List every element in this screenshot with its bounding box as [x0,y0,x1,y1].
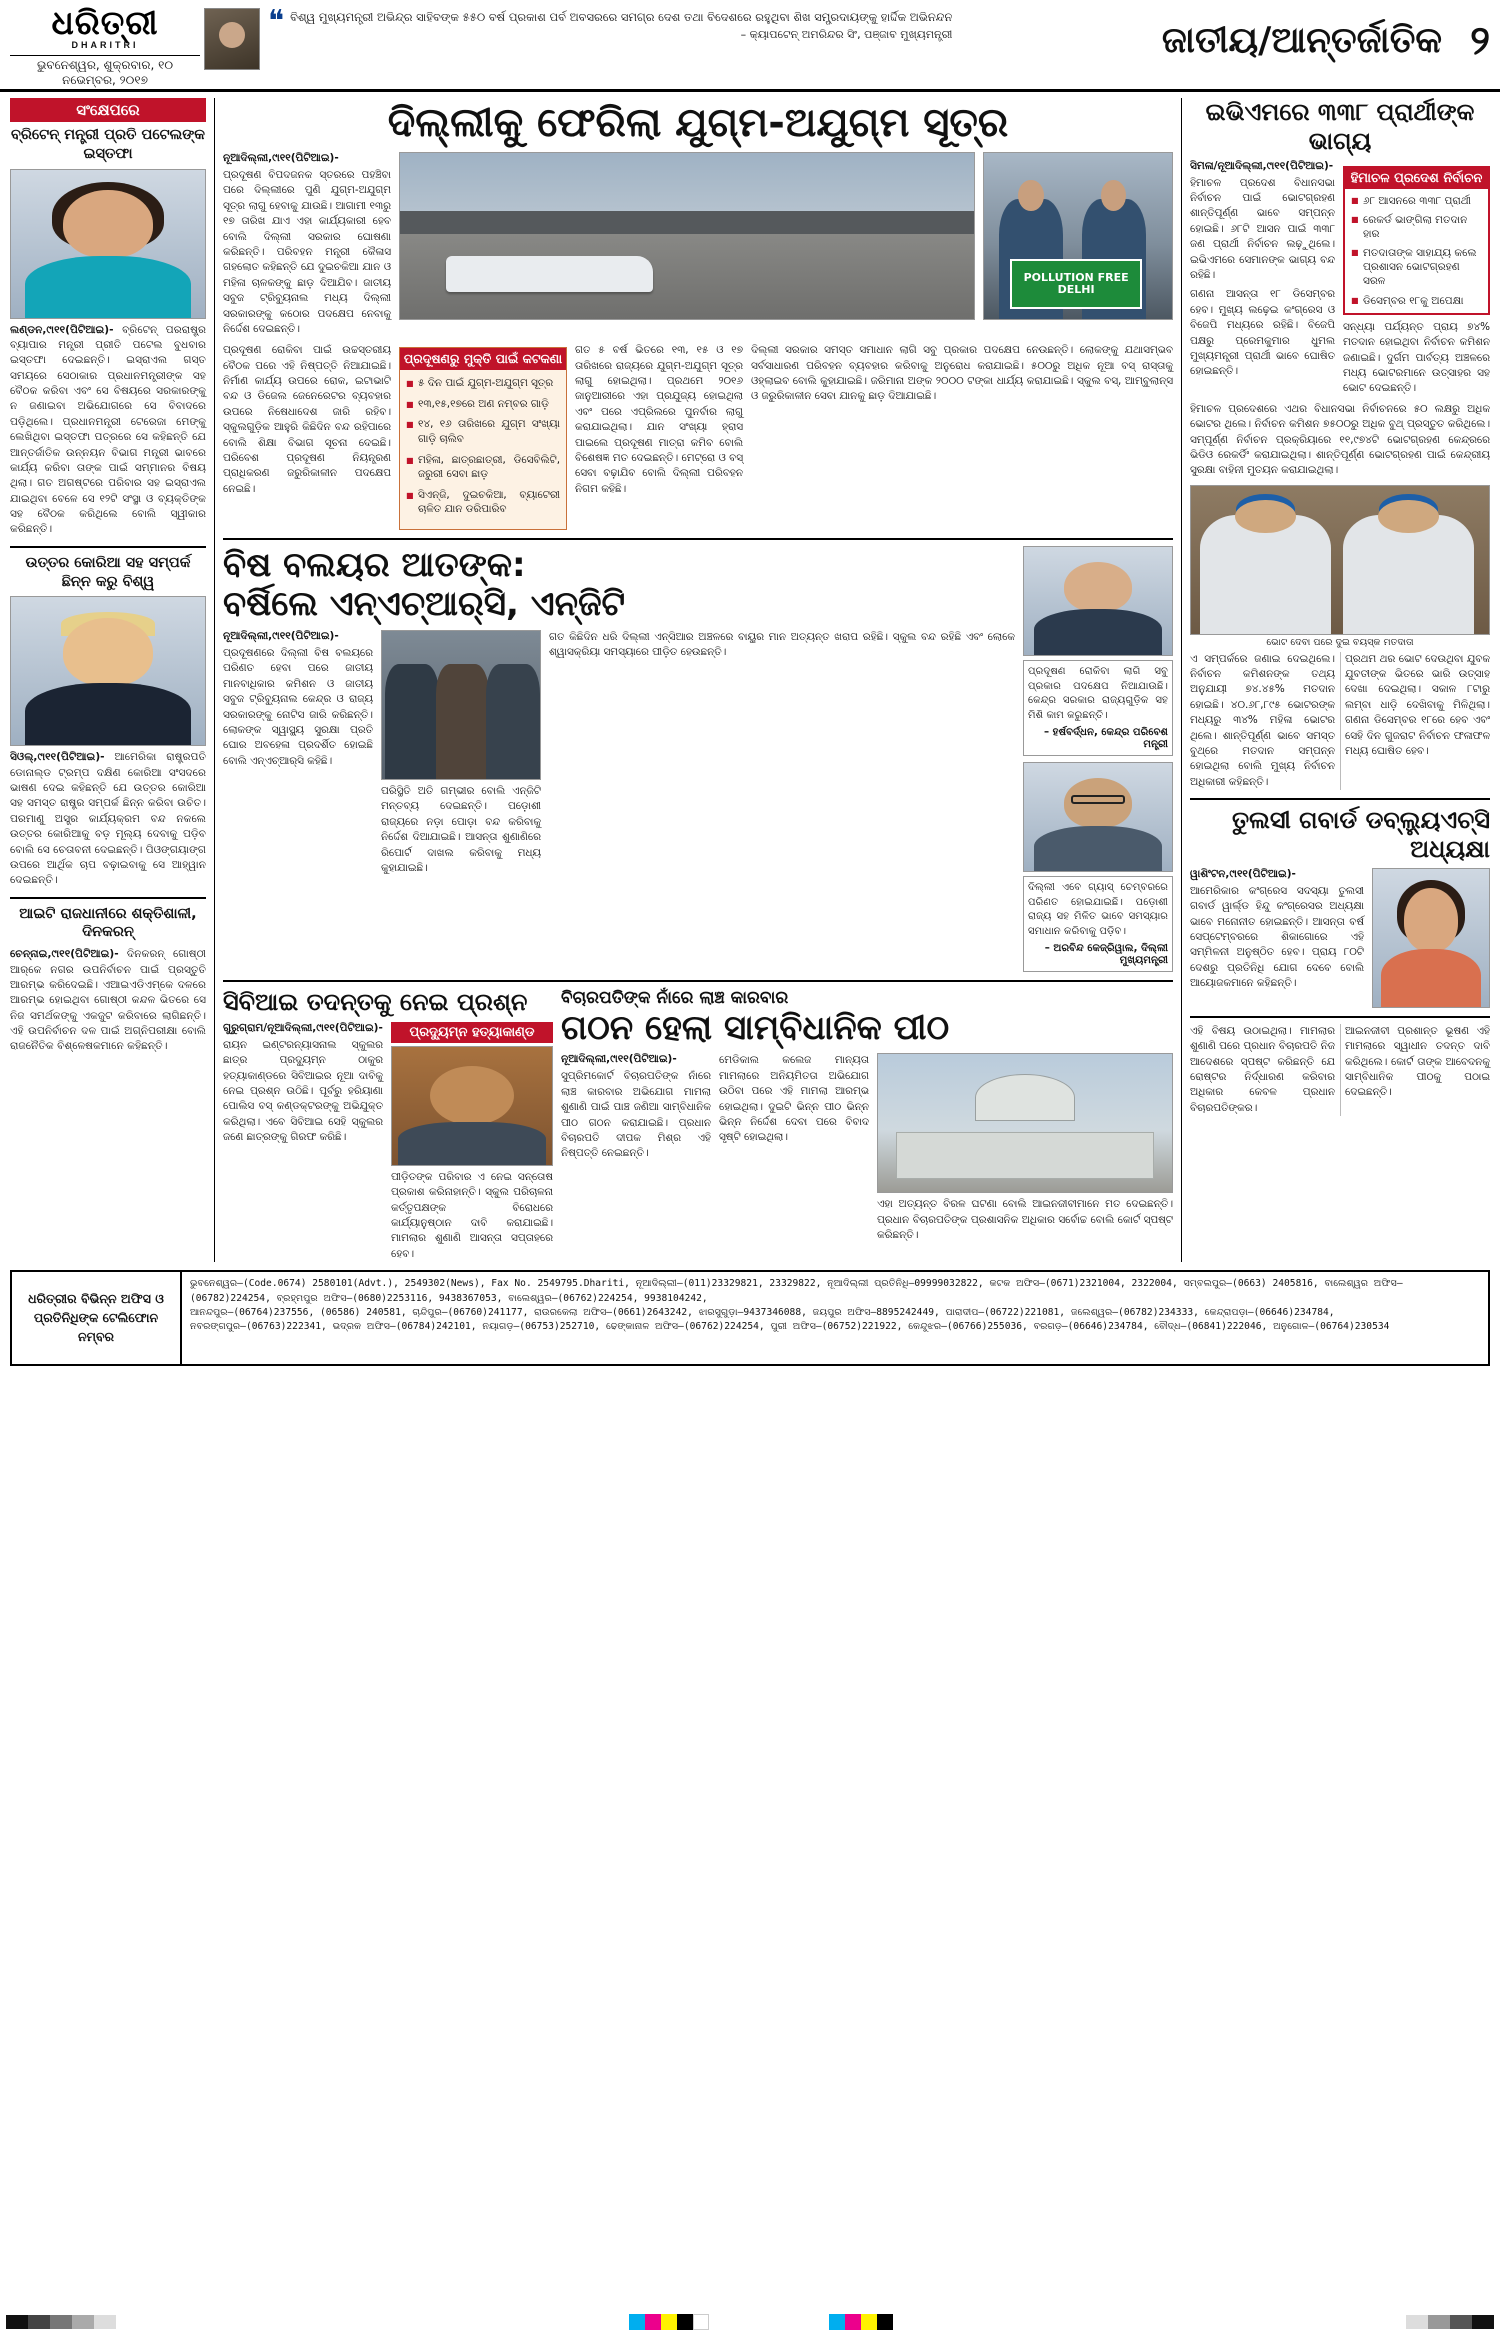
quote-attrib: – ଅରବିନ୍ଦ କେଜ୍ରିୱାଲ, ଦିଲ୍ଲୀ ମୁଖ୍ୟମନ୍ତ୍ରୀ [1044,943,1168,967]
footer-line: ଆନନ୍ଦପୁର–(06764)237556, (06586) 240581, ଚାନ୍ଦିପୁର–(06760)241177, ରାଉରକେଲା ଅଫିସ–(0661)2643242, ଝାରସୁଗୁଡ଼ା–9437346088, ଜୟପୁର ଅଫିସ–8895242449, ପାରାଦୀପ–(06722)221081, ଜଲେଶ୍ୱର–(06782)234333, କେନ୍ଦ୍ରାପଡ଼ା–(06646)234784, [190,1306,1335,1318]
ngt-headline-line1: ବିଷ ବଲୟର ଆତଙ୍କ: [223,544,526,585]
list-item: ■ ୧୩,୧୫,୧୭ରେ ଅଣ ନମ୍ବର ଗାଡ଼ି [406,397,560,412]
kejriwal-photo [1023,762,1173,872]
cbi-col2-wrap [391,1022,553,1262]
story-korea-headline: ଉତ୍ତର କୋରିଆ ସହ ସମ୍ପର୍କ ଛିନ୍ନ କରୁ ବିଶ୍ୱ [25,554,191,590]
footer-line: ଭୁବନେଶ୍ୱର–(Code.0674) 2580101(Advt.), 2549302(News), Fax No. 2549795.Dhariti, ନୂଆଦିଲ୍ଲୀ–(011)23329821, 23329822, ନୂଆଦିଲ୍ଲୀ ପ୍ରତିନିଧି–09999032822, କଟକ ଅଫିସ–(0671)2321004, 2322004, ସମ୍ବଲପୁର–(0663) 2405816, ବାଲେଶ୍ୱର ଅଫିସ–(06782)224254, ବ୍ରହ୍ମପୁର ଅଫିସ–(0680)2253116, 9438367053, ବାଲେଶ୍ୱର–(06762)224254, 9938104242, [190,1278,1403,1304]
grey-swatch [50,2315,72,2329]
print-registration-bar [0,2309,1500,2335]
cbi-dateline: ଗୁରୁଗ୍ରାମ/ନୂଆଦିଲ୍ଲୀ,୯ା୧୧(ପିଟିଆଇ)- [223,1021,383,1034]
yellow-swatch [861,2314,877,2330]
pradyuman-badge: ପ୍ରଦ୍ୟୁମ୍ନ ହତ୍ୟାକାଣ୍ଡ [391,1022,553,1043]
evm-text-wrap [1190,160,1335,397]
grey-swatch [1428,2315,1450,2329]
divider [10,546,206,548]
left-column [10,98,206,1262]
main-story-col3: ଗତ ୫ ବର୍ଷ ଭିତରେ ୧୩, ୧୫ ଓ ୧୭ ତାରିଖରେ ରାଜ୍ୟରେ ଯୁଗ୍ମ-ଅଯୁଗ୍ମ ସୂତ୍ର ଲାଗୁ ହୋଇଥିଲା। ପ୍ରଥମେ ୨୦୧୬ ଜାନୁଆରୀରେ ଏହା ପ୍ରଯୁଜ୍ୟ ହୋଇଥିଲା ଏବଂ ପରେ ଏପ୍ରିଲରେ ପୁନର୍ବାର ଲାଗୁ କରାଯାଇଥିଲା। ଯାନ ସଂଖ୍ୟା ହ୍ରାସ ପାଇଲେ ପ୍ରଦୂଷଣ ମାତ୍ରା କମିବ ବୋଲି ବିଶେଷଜ୍ଞ ମତ ଦେଇଛନ୍ତି। ମେଟ୍ରୋ ଓ ବସ୍‌ ସେବା ବଢ଼ାଯିବ ବୋଲି ଦିଲ୍ଲୀ ପରିବହନ ନିଗମ କହିଛି। [575,344,743,495]
magenta-swatch [645,2314,661,2330]
photo-head-shape [63,190,152,258]
himachal-after-col1: ଏ ସମ୍ପର୍କରେ ଜଣାଇ ଦେଇଥିଲେ। ନିର୍ବାଚନ କମିଶନଙ୍କ ତଥ୍ୟ ଅନୁଯାୟୀ ୭୪.୪୫% ମତଦାନ ହୋଇଛି। ୪୦.୬୮,୮୯୫ ଭୋଟରଙ୍କ ମଧ୍ୟରୁ ୩୪% ମହିଳା ଭୋଟର ଥିଲେ। ଶାନ୍ତିପୂର୍ଣ୍ଣ ଭାବେ ସମସ୍ତ ବୁଥ୍‌ରେ ମତଦାନ ସମ୍ପନ୍ନ ହୋଇଥିଲା ବୋଲି ମୁଖ୍ୟ ନିର୍ବାଚନ ଅଧିକାରୀ କହିଛନ୍ତି। [1190,652,1335,788]
grey-swatch [1406,2315,1428,2329]
tulsi-gabbard-photo [1372,868,1490,1008]
photo-person-shape [385,664,439,779]
story-dinakaran-dateline: ଚେନ୍ନାଇ,୯ା୧୧(ପିଟିଆଇ)- [10,948,119,961]
ngt-quotes-col [1023,546,1173,972]
ngt-left [223,546,1015,972]
list-item: ■ ରେକର୍ଡ ଭାଙ୍ଗିଲା ମତଦାନ ହାର [1351,213,1482,241]
cbi-col1-wrap [223,1022,383,1262]
divider [223,980,1173,982]
grey-scale-swatches [6,2315,116,2329]
cbi-col1: ରାୟନ ଇଣ୍ଟରନ୍ୟାସନାଲ ସ୍କୁଲର ଛାତ୍ର ପ୍ରଦ୍ୟୁମ୍ନ ଠାକୁର ହତ୍ୟାକାଣ୍ଡରେ ସିବିଆଇର ନୂଆ ଦାବିକୁ ନେଇ ପ୍ରଶ୍ନ ଉଠିଛି। ପୂର୍ବରୁ ହରିୟାଣା ପୋଲିସ ବସ୍‌ କଣ୍ଡକ୍ଟରଙ୍କୁ ଅଭିଯୁକ୍ତ କରିଥିଲା। ଏବେ ସିବିଆଇ ସେହି ସ୍କୁଲର ଜଣେ ଛାତ୍ରଙ୍କୁ ଗିରଫ କରିଛି। [223,1038,383,1144]
traffic-police-photo [983,152,1173,320]
main-story-cops-photo-wrap [983,152,1173,337]
tulsi-text-wrap [1190,868,1364,1008]
himachal-election-box [1343,166,1490,315]
ngt-col1: ପ୍ରଦୂଷଣରେ ଦିଲ୍ଲୀ ବିଷ ବଲୟରେ ପରିଣତ ହେବା ପରେ ଜାତୀୟ ମାନବାଧିକାର କମିଶନ ଓ ଜାତୀୟ ସବୁଜ ଟ୍ରିବ୍ୟୁନାଲ କେନ୍ଦ୍ର ଓ ରାଜ୍ୟ ସରକାରଙ୍କୁ ନୋଟିସ ଜାରି କରିଛନ୍ତି। ଲୋକଙ୍କ ସ୍ୱାସ୍ଥ୍ୟ ସୁରକ୍ଷା ପ୍ରତି ଘୋର ଅବହେଳା ପ୍ରଦର୍ଶିତ ହୋଇଛି ବୋଲି ଏନ୍‌ଏଚ୍‌ଆର୍‌ସି କହିଛି। [223,646,373,767]
pradyuman-photo [391,1046,553,1166]
masked-people-photo [381,630,541,780]
himachal-election-list [1345,194,1488,308]
quote-attrib: – ହର୍ଷବର୍ଦ୍ଧନ, କେନ୍ଦ୍ର ପରିବେଶ ମନ୍ତ୍ରୀ [1044,726,1168,750]
photo-person-shape [1200,515,1331,633]
section-title: ଜାତୀୟ/ଆନ୍ତର୍ଜାତିକ [1161,20,1442,61]
photo-head-shape [1064,562,1132,612]
story-korea-dateline: ସିଓଲ୍‌,୯ା୧୧(ପିଟିଆଇ)- [10,751,105,764]
tulsi-text: ଆମେରିକାର କଂଗ୍ରେସ ସଦସ୍ୟା ତୁଲସୀ ଗବାର୍ଡ ୱାର୍ଲ୍ଡ ହିନ୍ଦୁ କଂଗ୍ରେସର ଅଧ୍ୟକ୍ଷା ଭାବେ ମନୋନୀତ ହୋଇଛନ୍ତି। ଆସନ୍ତା ବର୍ଷ ସେପ୍ଟେମ୍ବରରେ ଶିକାଗୋରେ ଏହି ସମ୍ମିଳନୀ ଅନୁଷ୍ଠିତ ହେବ। ପ୍ରାୟ ୮୦ଟି ଦେଶରୁ ପ୍ରତିନିଧି ଯୋଗ ଦେବେ ବୋଲି ଆୟୋଜକମାନେ କହିଛନ୍ତି। [1190,884,1364,990]
tulsi-photo-wrap [1372,868,1490,1008]
harshvardhan-quote [1023,660,1173,756]
story-korea-body [10,750,206,888]
himachal-election-title: ହିମାଚଳ ପ୍ରଦେଶ ନିର୍ବାଚନ [1345,168,1488,189]
list-item: ■ ୫ ଦିନ ପାଇଁ ଯୁଗ୍ମ-ଅଯୁଗ୍ମ ସୂତ୍ର [406,376,560,391]
himachal-after-photo-cols [1190,652,1490,791]
ngt-body-row [223,630,1015,876]
kejriwal-quote [1023,876,1173,972]
ngt-dateline: ନୂଆଦିଲ୍ଲୀ,୯ା୧୧(ପିଟିଆଇ)- [223,629,339,642]
masthead-quote-block [268,4,1088,87]
quote-text: ପ୍ରଦୂଷଣ ରୋକିବା ଲାଗି ସବୁ ପ୍ରକାର ପଦକ୍ଷେପ ନିଆଯାଉଛି। କେନ୍ଦ୍ର ସରକାର ରାଜ୍ୟଗୁଡ଼ିକ ସହ ମିଶି କାମ କରୁଛନ୍ତି। [1028,665,1168,722]
himachal-mid-text: ହିମାଚଳ ପ୍ରଦେଶରେ ଏଥର ବିଧାନସଭା ନିର୍ବାଚନରେ ୫୦ ଲକ୍ଷରୁ ଅଧିକ ଭୋଟର ଥିଲେ। ନିର୍ବାଚନ କମିଶନ ୭୫୦୦ରୁ ଅଧିକ ବୁଥ୍‌ ପ୍ରସ୍ତୁତ କରିଥିଲେ। ସମ୍ପୂର୍ଣ୍ଣ ନିର୍ବାଚନ ପ୍ରକ୍ରିୟାରେ ୧୧,୯୭୪ଟି ଭୋଟଗ୍ରହଣ କେନ୍ଦ୍ରରେ ଭିଡିଓ ରେକର୍ଡିଂ କରାଯାଇଥିଲା। ଶାନ୍ତିପୂର୍ଣ୍ଣ ଭୋଟଗ୍ରହଣ ପାଇଁ କେନ୍ଦ୍ରୀୟ ସୁରକ୍ଷା ବାହିନୀ ମୁତୟନ କରାଯାଇଥିଲା। [1190,402,1490,477]
main-story-col4-wrap [751,343,1173,530]
tulsi-headline: ତୁଲସୀ ଗବାର୍ଡ ଡବ୍ଲ୍ୟୁଏଚ୍‌ସି ଅଧ୍ୟକ୍ଷା [1231,806,1490,864]
story-dinakaran-text: ଦିନକରନ୍‌ ଗୋଷ୍ଠୀ ଆର୍‌କେ ନଗର ଉପନିର୍ବାଚନ ପାଇଁ ପ୍ରସ୍ତୁତି ଆରମ୍ଭ କରିଦେଇଛି। ଏଆଇଏଡିଏମ୍‌କେ ଦଳରେ ଆରମ୍ଭ ହୋଇଥିବା ଗୋଷ୍ଠୀ କନ୍ଦଳ ଭିତରେ ସେ ନିଜ ସମର୍ଥକଙ୍କୁ ଏକଜୁଟ କରିବାରେ ଲାଗିଛନ୍ତି। ଏହି ଉପନିର୍ବାଚନ ଦଳ ପାଇଁ ଅଗ୍ନିପରୀକ୍ଷା ବୋଲି ରାଜନୈତିକ ବିଶ୍ଳେଷକମାନେ କହିଛନ୍ତି। [10,948,206,1053]
pollution-free-delhi-sign: POLLUTION FREE DELHI [1010,259,1142,309]
masthead [0,0,1500,92]
cbi-story [223,988,553,1262]
evm-body-row [1190,160,1490,397]
logo-latin-text: DHARITRI [71,39,139,50]
photo-body-shape [1034,826,1161,871]
grey-swatch [94,2315,116,2329]
himachal-after-col2: ପ୍ରଥମ ଥର ଭୋଟ ଦେଉଥିବା ଯୁବକ ଯୁବତୀଙ୍କ ଭିତରେ ଭାରି ଉତ୍ସାହ ଦେଖା ଦେଇଥିଲା। ସକାଳ ୮ଟାରୁ ଲମ୍ବା ଧାଡ଼ି ଦେଖିବାକୁ ମିଳିଥିଲା। ଗଣନା ଡିସେମ୍ବର ୧୮ରେ ହେବ ଏବଂ ସେହି ଦିନ ଗୁଜରାଟ ନିର୍ବାଚନ ଫଳାଫଳ ମଧ୍ୟ ଘୋଷିତ ହେବ। [1345,652,1490,758]
magenta-swatch [845,2314,861,2330]
logo-odia-text: ଧରିତ୍ରୀ [51,3,159,42]
photo-dome-shape [975,1074,1075,1121]
masthead-quote-attrib: – କ୍ୟାପଟେନ୍‌ ଅମରିନ୍ଦର ସିଂ, ପଞ୍ଜାବ ମୁଖ୍ୟମନ୍ତ୍ରୀ [740,27,953,41]
grey-swatch [1472,2315,1494,2329]
cmyk-swatches [629,2314,893,2330]
story-dinakaran-body [10,947,206,1055]
list-item: ■ ୧୪, ୧୬ ତାରିଖରେ ଯୁଗ୍ମ ସଂଖ୍ୟା ଗାଡ଼ି ଚାଲିବ [406,417,560,446]
footer-label: ଧରିତ୍ରୀର ବିଭିନ୍ନ ଅଫିସ ଓ ପ୍ରତିନିଧିଙ୍କ ଟେଲିଫୋନ ନମ୍ବର [12,1272,182,1364]
evm-box-wrap [1343,160,1490,397]
main-story-bottom-row [223,343,1173,530]
list-item: ■ ସିଏନ୍‌ଜି, ଦୁଇଚକିଆ, ବ୍ୟାଟେରୀ ଚାଳିତ ଯାନ ଡରିପାରିବ [406,488,560,517]
middle-column [214,98,1182,1262]
ngt-col1-wrap [223,630,373,876]
sidebar-badge: ସଂକ୍ଷେପରେ [10,98,206,122]
photo-head-shape [63,618,152,686]
tulsi-body-row [1190,868,1490,1008]
photo-body-shape [1034,609,1161,654]
supreme-kicker: ବିଚାରପତିଙ୍କ ନାଁରେ ଲାଞ୍ଚ କାରବାର [561,988,789,1009]
footer-contact-box [10,1270,1490,1366]
story-britain-headline: ବ୍ରିଟେନ୍‌ ମନ୍ତ୍ରୀ ପ୍ରତି ପଟେଲଙ୍କ ଇସ୍ତଫା [11,127,205,162]
divider [10,897,206,899]
photo-body-shape [398,1122,545,1164]
ngt-photo-wrap [381,630,541,876]
story-britain-body [10,323,206,538]
list-item: ■ ମତଦାତାଙ୍କ ସାହାଯ୍ୟ କଲେ ପ୍ରଶାସନ ଭୋଟଗ୍ରହଣ ସରଳ [1351,246,1482,289]
delhi-road-photo [399,152,975,320]
ngt-headline-line2: ବର୍ଷିଲେ ଏନ୍‌ଏଚ୍‌ଆର୍‌ସି, ଏନ୍‌ଜିଟି [223,583,626,624]
cbi-body-row [223,1022,553,1262]
footer-line: ନବରଙ୍ଗପୁର–(06763)222341, ଭଦ୍ରକ ଅଫିସ–(06784)242101, ନୟାଗଡ଼–(06753)252710, ଢେଙ୍କାନାଳ ଅଫିସ–(06762)224254, ପୁରୀ ଅଫିସ–(06752)221922, କେନ୍ଦୁଝର–(06766)255036, ବରଗଡ଼–(06646)234784, ବୌଦ୍ଧ–(06841)222046, ଅନୁଗୋଳ–(06764)230534 [190,1321,1390,1333]
story-britain-text: ବ୍ରିଟେନ୍‌ ପରରାଷ୍ଟ୍ର ବ୍ୟାପାର ମନ୍ତ୍ରୀ ପ୍ରୀତି ପଟେଲ ବୁଧବାର ଇସ୍ତଫା ଦେଇଛନ୍ତି। ଇସ୍ରାଏଲ ଗସ୍ତ ସମୟରେ ସେଠାକାର ପ୍ରଧାନମନ୍ତ୍ରୀଙ୍କ ସହ ବୈଠକ କରିବା ଏବଂ ସେ ବିଷୟରେ ସରକାରଙ୍କୁ ନ ଜଣାଇବା ଅଭିଯୋଗରେ ସେ ବିବାଦରେ ପଡ଼ିଥିଲେ। ପ୍ରଧାନମନ୍ତ୍ରୀ ଟେରେଜା ମେଙ୍କୁ ଲେଖିଥିବା ଇସ୍ତଫା ପତ୍ରରେ ସେ କହିଛନ୍ତି ଯେ ଆନ୍ତର୍ଜାତିକ ଉନ୍ନୟନ ବିଭାଗ ମନ୍ତ୍ରୀ ଭାବରେ କାର୍ଯ୍ୟ କରିବା ତାଙ୍କ ପାଇଁ ସମ୍ମାନର ବିଷୟ ଥିଲା। ଗତ ଅଗଷ୍ଟରେ ପରିବାର ସହ ଇସ୍ରାଏଲ ଯାଇଥିବା ବେଳେ ସେ ୧୨ଟି ସଂସ୍ଥା ଓ ବ୍ୟକ୍ତିଙ୍କ ସହ ବୈଠକ କରିଥିଲେ ବୋଲି ସ୍ୱୀକାର କରିଛନ୍ତି। [10,323,206,536]
page-content [0,92,1500,1262]
evm-dateline: ସିମଳା/ନୂଆଦିଲ୍ଲୀ,୯ା୧୧(ପିଟିଆଇ)- [1190,159,1334,172]
masthead-portrait-photo [204,8,260,70]
supreme-dateline: ନୂଆଦିଲ୍ଲୀ,୯ା୧୧(ପିଟିଆଇ)- [561,1053,677,1066]
main-story-keybox-wrap [399,343,567,530]
masthead-date: ଭୁବନେଶ୍ୱର, ଶୁକ୍ରବାର, ୧୦ ନଭେମ୍ବର, ୨୦୧୭ [10,55,200,88]
main-story-photo-wrap [399,152,975,337]
main-story-col2-wrap [223,343,391,530]
cyan-swatch [829,2314,845,2330]
photo-glasses-shape [1071,795,1124,804]
footer-phone-numbers [182,1272,1488,1364]
main-story-top-row [223,152,1173,337]
pollution-measures-list [400,376,566,517]
main-story-col2: ପ୍ରଦୂଷଣ ରୋକିବା ପାଇଁ ଉଚ୍ଚସ୍ତରୀୟ ବୈଠକ ପରେ ଏହି ନିଷ୍ପତ୍ତି ନିଆଯାଇଛି। ନିର୍ମାଣ କାର୍ଯ୍ୟ ଉପରେ ରୋକ, ଇଟାଭାଟି ବନ୍ଦ ଓ ଡିଜେଲ ଜେନେରେଟର ବ୍ୟବହାର ଉପରେ ନିଷେଧାଦେଶ ଜାରି ରହିବ। ସ୍କୁଲଗୁଡ଼ିକ ଆହୁରି କିଛିଦିନ ବନ୍ଦ ରହିପାରେ ବୋଲି ଶିକ୍ଷା ବିଭାଗ ସୂଚନା ଦେଇଛି। ପରିବେଶ ପ୍ରଦୂଷଣ ନିୟନ୍ତ୍ରଣ ପ୍ରାଧିକରଣ ଜରୁରିକାଳୀନ ପଦକ୍ଷେପ ନେଇଛି। [223,344,391,495]
supreme-col1-wrap [561,1053,711,1243]
main-story-col3-wrap [575,343,743,530]
grey-swatch [1450,2315,1472,2329]
story-dinakaran-headline: ଆଇଟି ରାଜଧାନୀରେ ଶକ୍ତିଶାଳୀ, ଦିନକରନ୍‌ [19,905,197,941]
ngt-col3-wrap [549,630,1015,876]
ngt-col2: ପରିସ୍ଥିତି ଅତି ଗମ୍ଭୀର ବୋଲି ଏନ୍‌ଜିଟି ମନ୍ତବ୍ୟ ଦେଇଛନ୍ତି। ପଡ଼ୋଶୀ ରାଜ୍ୟରେ ନଡ଼ା ପୋଡ଼ା ବନ୍ଦ କରିବାକୁ ନିର୍ଦ୍ଦେଶ ଦିଆଯାଇଛି। ଆସନ୍ତା ଶୁଣାଣିରେ ରିପୋର୍ଟ ଦାଖଲ କରିବାକୁ ମଧ୍ୟ କୁହାଯାଇଛି। [381,784,541,874]
photo-head-shape [1404,888,1457,951]
supreme-right-cols [1190,1024,1490,1116]
quote-text: ଦିଲ୍ଲୀ ଏବେ ଗ୍ୟାସ୍‌ ଚେମ୍ବରରେ ପରିଣତ ହୋଇଯାଇଛି। ପଡ଼ୋଶୀ ରାଜ୍ୟ ସହ ମିଳିତ ଭାବେ ସମସ୍ୟାର ସମାଧାନ କରିବାକୁ ପଡ଼ିବ। [1028,881,1168,938]
priti-patel-photo [10,169,206,319]
evm-col1: ହିମାଚଳ ପ୍ରଦେଶ ବିଧାନସଭା ନିର୍ବାଚନ ପାଇଁ ଭୋଟଗ୍ରହଣ ଶାନ୍ତିପୂର୍ଣ୍ଣ ଭାବେ ସମ୍ପନ୍ନ ହୋଇଛି। ୬୮ଟି ଆସନ ପାଇଁ ୩୩୮ ଜଣ ପ୍ରାର୍ଥୀ ନିର୍ବାଚନ ଲଢ଼ୁଥିଲେ। ଇଭିଏମରେ ସେମାନଙ୍କ ଭାଗ୍ୟ ବନ୍ଦ ରହିଛି। [1190,176,1335,281]
story-britain-dateline: ଲଣ୍ଡନ,୯ା୧୧(ପିଟିଆଇ)- [10,323,114,336]
pollution-measures-box [399,347,567,530]
supreme-court-photo [877,1053,1173,1193]
story-korea-text: ଆମେରିକା ରାଷ୍ଟ୍ରପତି ଡୋନାଲ୍ଡ ଟ୍ରମ୍ପ ଦକ୍ଷିଣ କୋରିଆ ସଂସଦରେ ଭାଷଣ ଦେଇ କହିଛନ୍ତି ଯେ ଉତ୍ତର କୋରିଆ ସହ ସମସ୍ତ ରାଷ୍ଟ୍ର ସମ୍ପର୍କ ଛିନ୍ନ କରିବା ଉଚିତ। ପରମାଣୁ ଅସ୍ତ୍ର କାର୍ଯ୍ୟକ୍ରମ ବନ୍ଦ ନକଲେ ଉତ୍ତର କୋରିଆକୁ ବଡ଼ ମୂଲ୍ୟ ଦେବାକୁ ପଡ଼ିବ ବୋଲି ସେ ଚେତାବନୀ ଦେଇଛନ୍ତି। ପିଓଙ୍ଗୟାଙ୍ଗ ଉପରେ ଆର୍ଥିକ ଚାପ ବଢ଼ାଇବାକୁ ସେ ଆହ୍ୱାନ ଦେଇଛନ୍ତି। [10,751,206,887]
evm-col3: ସନ୍ଧ୍ୟା ପର୍ଯ୍ୟନ୍ତ ପ୍ରାୟ ୭୪% ମତଦାନ ହୋଇଥିବା ନିର୍ବାଚନ କମିଶନ ଜଣାଇଛି। ଦୁର୍ଗମ ପାର୍ବତ୍ୟ ଅଞ୍ଚଳରେ ମଧ୍ୟ ଭୋଟରମାନେ ଉତ୍ସାହର ସହ ଭୋଟ ଦେଇଛନ୍ତି। [1343,320,1490,395]
photo-person-shape [486,664,540,779]
grey-scale-swatches-right [1406,2315,1494,2329]
white-swatch [693,2314,709,2330]
photo-building-shape [896,1132,1155,1179]
divider [1190,798,1490,800]
cyan-swatch [629,2314,645,2330]
evm-col2: ଗଣନା ଆସନ୍ତା ୧୮ ଡିସେମ୍ବର ହେବ। ମୁଖ୍ୟ ଲଢ଼େଇ କଂଗ୍ରେସ ଓ ବିଜେପି ମଧ୍ୟରେ ରହିଛି। ବିଜେପି ପକ୍ଷରୁ ପ୍ରେମକୁମାର ଧୁମଲ ମୁଖ୍ୟମନ୍ତ୍ରୀ ପ୍ରାର୍ଥୀ ଭାବେ ଘୋଷିତ ହୋଇଛନ୍ତି। [1190,288,1335,378]
grey-swatch [6,2315,28,2329]
supreme-col1: ସୁପ୍ରିମକୋର୍ଟ ବିଚାରପତିଙ୍କ ନାଁରେ ଲାଞ୍ଚ କାରବାର ଅଭିଯୋଗ ମାମଲା ଶୁଣାଣି ପାଇଁ ପାଞ୍ଚ ଜଣିଆ ସାମ୍ବିଧାନିକ ପୀଠ ଗଠନ କରାଯାଇଛି। ପ୍ରଧାନ ବିଚାରପତି ଦୀପକ ମିଶ୍ର ଏହି ନିଷ୍ପତ୍ତି ନେଇଛନ୍ତି। [561,1070,711,1160]
main-story-dateline: ନୂଆଦିଲ୍ଲୀ,୯ା୧୧(ପିଟିଆଇ)- [223,152,339,164]
ngt-story [223,546,1173,972]
evm-headline: ଇଭିଏମରେ ୩୩୮ ପ୍ରାର୍ଥୀଙ୍କ ଭାଗ୍ୟ [1205,98,1475,155]
photo-head-shape [430,1066,513,1125]
cbi-col2: ପୀଡ଼ିତଙ୍କ ପରିବାର ଏ ନେଇ ସନ୍ତୋଷ ପ୍ରକାଶ କରିନାହାନ୍ତି। ସ୍କୁଲ ପରିଚାଳନା କର୍ତ୍ତୃପକ୍ଷଙ୍କ ବିରୋଧରେ କାର୍ଯ୍ୟାନୁଷ୍ଠାନ ଦାବି କରାଯାଇଛି। ମାମଲାର ଶୁଣାଣି ଆସନ୍ତା ସପ୍ତାହରେ ହେବ। [391,1170,553,1260]
main-headline: ଦିଲ୍ଲୀକୁ ଫେରିଲା ଯୁଗ୍ମ-ଅଯୁଗ୍ମ ସୂତ୍ର [387,100,1009,146]
black-swatch [677,2314,693,2330]
photo-body-shape [25,256,192,318]
supreme-col2-wrap [719,1053,869,1243]
harshvardhan-photo [1023,546,1173,656]
masthead-logo [10,4,200,87]
photo-body-shape [1381,949,1481,1007]
photo-person-shape [1343,515,1474,633]
supreme-col2: ମେଡିକାଲ କଲେଜ ମାନ୍ୟତା ମାମଲାରେ ଅନିୟମିତତା ଅଭିଯୋଗ ଉଠିବା ପରେ ଏହି ମାମଲା ଆରମ୍ଭ ହୋଇଥିଲା। ଦୁଇଟି ଭିନ୍ନ ପୀଠ ଭିନ୍ନ ଭିନ୍ନ ନିର୍ଦ୍ଦେଶ ଦେବା ପରେ ବିବାଦ ସୃଷ୍ଟି ହୋଇଥିଲା। [719,1054,869,1144]
supreme-story [561,988,1173,1262]
photo-body-shape [25,683,192,745]
right-column [1190,98,1490,1262]
voters-photo-caption: ଭୋଟ ଦେବା ପରେ ଦୁଇ ବୟସ୍କ ମତଦାତା [1266,636,1414,648]
page-number: ୨ [1470,18,1490,64]
voters-celebrating-photo [1190,485,1490,635]
divider [1190,1016,1490,1018]
lower-stories-row [223,988,1173,1262]
divider [223,538,1173,540]
list-item: ■ ମହିଳା, ଛାତ୍ରଛାତ୍ରୀ, ଡିସେବିଲିଟି, ଜରୁରୀ ସେବା ଛାଡ଼ [406,453,560,482]
quote-mark-icon: ❝ [268,4,285,39]
photo-person-shape [436,664,490,779]
supreme-photo-wrap [877,1053,1173,1243]
list-item: ■ ଡିସେମ୍ବର ୧୮କୁ ଅପେକ୍ଷା [1351,294,1482,308]
masthead-quote-text: ବିଶ୍ୱ ମୁଖ୍ୟମନ୍ତ୍ରୀ ଅଭିନ୍ଦ୍ର ସାହିବଙ୍କ ୫୫୦ ବର୍ଷ ପ୍ରକାଶ ପର୍ବ ଅବସରରେ ସମଗ୍ର ଦେଶ ତଥା ବିଦେଶରେ ରହୁଥିବା ଶିଖ ସମ୍ପ୍ରଦାୟଙ୍କୁ ହାର୍ଦ୍ଦିକ ଅଭିନନ୍ଦନ [290,10,953,24]
supreme-body-row [561,1053,1173,1243]
trump-photo [10,596,206,746]
tulsi-dateline: ୱାଶିଂଟନ,୯ା୧୧(ପିଟିଆଇ)- [1190,867,1296,880]
supreme-right-col2: ଆଇନଜୀବୀ ପ୍ରଶାନ୍ତ ଭୂଷଣ ଏହି ମାମଲାରେ ସ୍ୱାଧୀନ ତଦନ୍ତ ଦାବି କରିଥିଲେ। କୋର୍ଟ ତାଙ୍କ ଆବେଦନକୁ ସାମ୍ବିଧାନିକ ପୀଠକୁ ପଠାଇ ଦେଇଛନ୍ତି। [1345,1024,1490,1099]
black-swatch [877,2314,893,2330]
ngt-col3: ଗତ କିଛିଦିନ ଧରି ଦିଲ୍ଲୀ ଏନ୍‌ସିଆର ଅଞ୍ଚଳରେ ବାୟୁର ମାନ ଅତ୍ୟନ୍ତ ଖରାପ ରହିଛି। ସ୍କୁଲ ବନ୍ଦ ରହିଛି ଏବଂ ଲୋକେ ଶ୍ୱାସକ୍ରିୟା ସମସ୍ୟାରେ ପୀଡ଼ିତ ହେଉଛନ୍ତି। [549,630,1015,659]
cbi-headline: ସିବିଆଇ ତଦନ୍ତକୁ ନେଇ ପ୍ରଶ୍ନ [223,988,528,1017]
pollution-measures-title: ପ୍ରଦୂଷଣରୁ ମୁକ୍ତି ପାଇଁ କଟକଣା [400,348,566,370]
grey-swatch [28,2315,50,2329]
main-story-col1: ପ୍ରଦୂଷଣ ବିପଦ‌ଜନକ ସ୍ତରରେ ପହଞ୍ଚିବା ପରେ ଦିଲ୍ଲୀରେ ପୁଣି ଯୁଗ୍ମ-ଅଯୁଗ୍ମ ସୂତ୍ର ଲାଗୁ ହେବାକୁ ଯାଉଛି। ଆଗାମୀ ୧୩ରୁ ୧୭ ତାରିଖ ଯାଏ ଏହା କାର୍ଯ୍ୟକାରୀ ହେବ ବୋଲି ଦିଲ୍ଲୀ ସରକାର ଘୋଷଣା କରିଛନ୍ତି। ପରିବହନ ମନ୍ତ୍ରୀ କୈଳାସ ଗହଲୋତ କହିଛନ୍ତି ଯେ ଦୁଇଚକିଆ ଯାନ ଓ ମହିଳା ଚାଳକଙ୍କୁ ଛାଡ଼ ଦିଆଯିବ। ଜାତୀୟ ସବୁଜ ଟ୍ରିବ୍ୟୁନାଲ ମଧ୍ୟ ଦିଲ୍ଲୀ ସରକାରଙ୍କୁ କଠୋର ପଦକ୍ଷେପ ନେବାକୁ ନିର୍ଦ୍ଦେଶ ଦେଇଛନ୍ତି। [223,169,391,335]
list-item: ■ ୬୮ ଆସନରେ ୩୩୮ ପ୍ରାର୍ଥୀ [1351,194,1482,208]
supreme-right-col1: ଏହି ବିଷୟ ଉଠାଇଥିଲା। ମାମଲାର ଶୁଣାଣି ପରେ ପ୍ରଧାନ ବିଚାରପତି ନିଜ ଆଦେଶରେ ସ୍ପଷ୍ଟ କରିଛନ୍ତି ଯେ ରୋଷ୍ଟର ନିର୍ଦ୍ଧାରଣ କରିବାର ଅଧିକାର କେବଳ ପ୍ରଧାନ ବିଚାରପତିଙ୍କର। [1190,1024,1335,1114]
main-story-col4: ଦିଲ୍ଲୀ ସରକାର ସମସ୍ତ ସମାଧାନ ଲାଗି ସବୁ ପ୍ରକାର ପଦକ୍ଷେପ ନେଉଛନ୍ତି। ଲୋକଙ୍କୁ ଯଥାସମ୍ଭବ ସର୍ବସାଧାରଣ ପରିବହନ ବ୍ୟବହାର କରିବାକୁ ଅନୁରୋଧ କରାଯାଇଛି। ୫୦୦ରୁ ଅଧିକ ନୂଆ ବସ୍‌ ରାସ୍ତାକୁ ଓହ୍ଲାଇବ ବୋଲି କୁହାଯାଇଛି। ଜରିମାନା ଅଙ୍କ ୨୦୦୦ ଟଙ୍କା ଧାର୍ଯ୍ୟ କରାଯାଇଛି। ସ୍କୁଲ ବସ୍‌, ଆମ୍ବୁଲାନ୍ସ ଓ ଜରୁରିକାଳୀନ ସେବା ଯାନକୁ ଛାଡ଼ ଦିଆଯାଇଛି। [751,344,1173,403]
grey-swatch [72,2315,94,2329]
main-story-col1-wrap [223,152,391,337]
supreme-headline: ଗଠନ ହେଲା ସାମ୍ବିଧାନିକ ପୀଠ [561,1008,950,1049]
yellow-swatch [661,2314,677,2330]
supreme-col3: ଏହା ଅତ୍ୟନ୍ତ ବିରଳ ଘଟଣା ବୋଲି ଆଇନଜୀବୀମାନେ ମତ ଦେଇଛନ୍ତି। ପ୍ରଧାନ ବିଚାରପତିଙ୍କ ପ୍ରଶାସନିକ ଅଧିକାର ସର୍ବୋଚ୍ଚ ବୋଲି କୋର୍ଟ ସ୍ପଷ୍ଟ କରିଛନ୍ତି। [877,1198,1173,1242]
